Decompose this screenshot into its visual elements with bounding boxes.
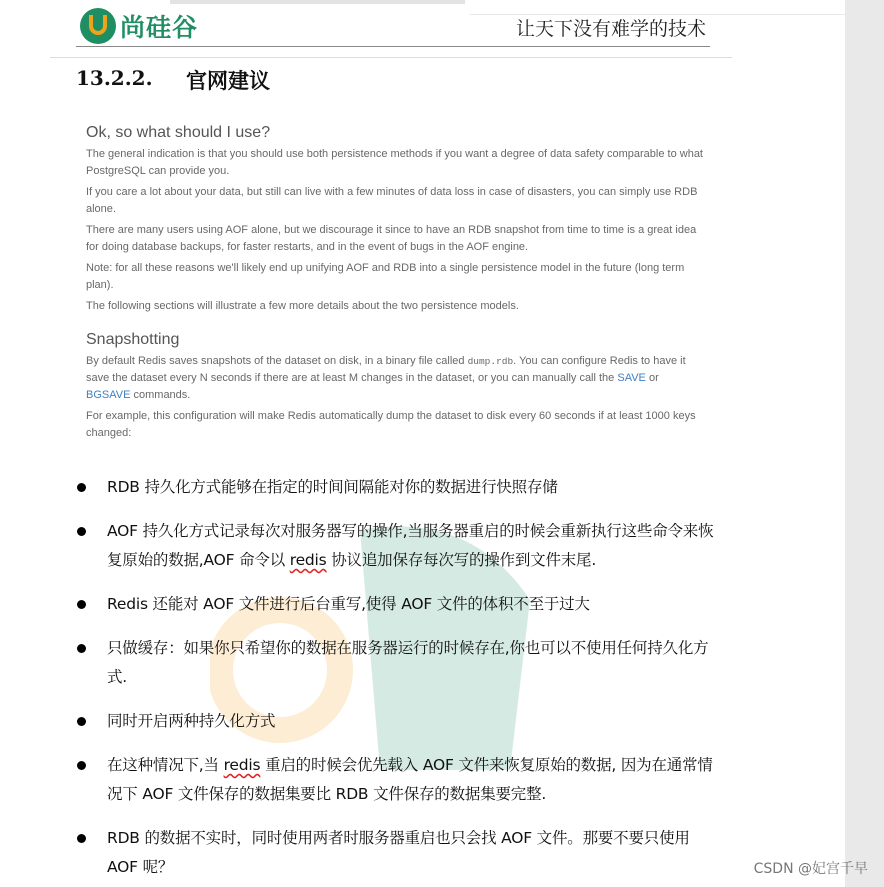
- bgsave-link[interactable]: BGSAVE: [86, 389, 131, 401]
- list-item: [76, 517, 716, 575]
- list-item-text: AOF 持久化方式记录每次对服务器写的操作,当服务器重启的时候会重新执行这些命令来恢复原始的数据,AOF 命令以: [107, 522, 714, 569]
- csdn-watermark: CSDN @妃宫千早: [753, 861, 868, 877]
- section-number: 13.2.2.: [76, 66, 153, 90]
- doc-paragraph: There are many users using AOF alone, but we discourage it since to have an RDB snapshot from time to time is a great idea for doing database backups, for faster restarts, and in the event of bugs in the AOF engine.: [86, 224, 697, 253]
- doc-text: . You can configure Redis to have it save the dataset every N seconds if there are at least M changes in the dataset, or you can manually call the: [86, 355, 686, 384]
- save-link[interactable]: SAVE: [617, 372, 646, 384]
- logo-icon: [80, 8, 116, 44]
- section-title: 官网建议: [186, 68, 270, 93]
- logo-text: 尚硅谷: [120, 13, 199, 42]
- list-item: RDB 持久化方式能够在指定的时间间隔能对你的数据进行快照存储: [76, 473, 716, 502]
- spellcheck-word: redis: [289, 551, 327, 569]
- doc-text: commands.: [130, 389, 191, 401]
- list-item-text: 在这种情况下,当: [107, 756, 224, 774]
- list-item: Redis 还能对 AOF 文件进行后台重写,使得 AOF 文件的体积不至于过大: [76, 590, 716, 619]
- top-toolbar-edge: [170, 0, 465, 4]
- page-top-rule: [50, 57, 732, 58]
- doc-paragraph: The following sections will illustrate a few more details about the two persistence models.: [86, 300, 519, 312]
- list-item: RDB 的数据不实时，同时使用两者时服务器重启也只会找 AOF 文件。那要不要只使用 AOF 呢？: [76, 824, 716, 882]
- list-item: 同时开启两种持久化方式: [76, 707, 716, 736]
- persistence-bullet-list: [76, 473, 716, 882]
- doc-heading-use: Ok, so what should I use?: [86, 124, 271, 141]
- list-item-text: 协议追加保存每次写的操作到文件末尾.: [326, 551, 597, 569]
- right-margin-strip: [845, 0, 884, 887]
- doc-paragraph: Note: for all these reasons we'll likely end up unifying AOF and RDB into a single persistence model in the future (long term plan).: [86, 262, 685, 291]
- doc-text: By default Redis saves snapshots of the dataset on disk, in a binary file called: [86, 355, 468, 367]
- doc-paragraph: For example, this configuration will make Redis automatically dump the dataset to disk every 60 seconds if at least 1000 keys changed:: [86, 410, 696, 439]
- spellcheck-word: redis: [223, 756, 261, 774]
- doc-code-dump: dump.rdb: [467, 356, 514, 367]
- doc-heading-snapshotting: Snapshotting: [86, 331, 180, 348]
- header-slogan: 让天下没有难学的技术: [515, 18, 706, 40]
- list-item: 只做缓存：如果你只希望你的数据在服务器运行的时候存在,你也可以不使用任何持久化方式.: [76, 634, 716, 692]
- header-rule: [76, 46, 710, 47]
- list-item-text: 重启的时候会优先载入 AOF 文件来恢复原始的数据, 因为在通常情况下 AOF 文件保存的数据集要比 RDB 文件保存的数据集要完整.: [107, 756, 713, 803]
- doc-paragraph: The general indication is that you should use both persistence methods if you want a degree of data safety comparable to what PostgreSQL can provide you.: [86, 148, 703, 177]
- doc-text: or: [645, 372, 659, 384]
- brand-logo: [80, 6, 198, 46]
- doc-paragraph-snapshot: [86, 353, 706, 404]
- embedded-doc-screenshot: [86, 124, 706, 442]
- list-item: [76, 751, 716, 809]
- top-page-edge: [470, 0, 845, 15]
- doc-paragraph: If you care a lot about your data, but still can live with a few minutes of data loss in case of disasters, you can simply use RDB alone.: [86, 186, 698, 215]
